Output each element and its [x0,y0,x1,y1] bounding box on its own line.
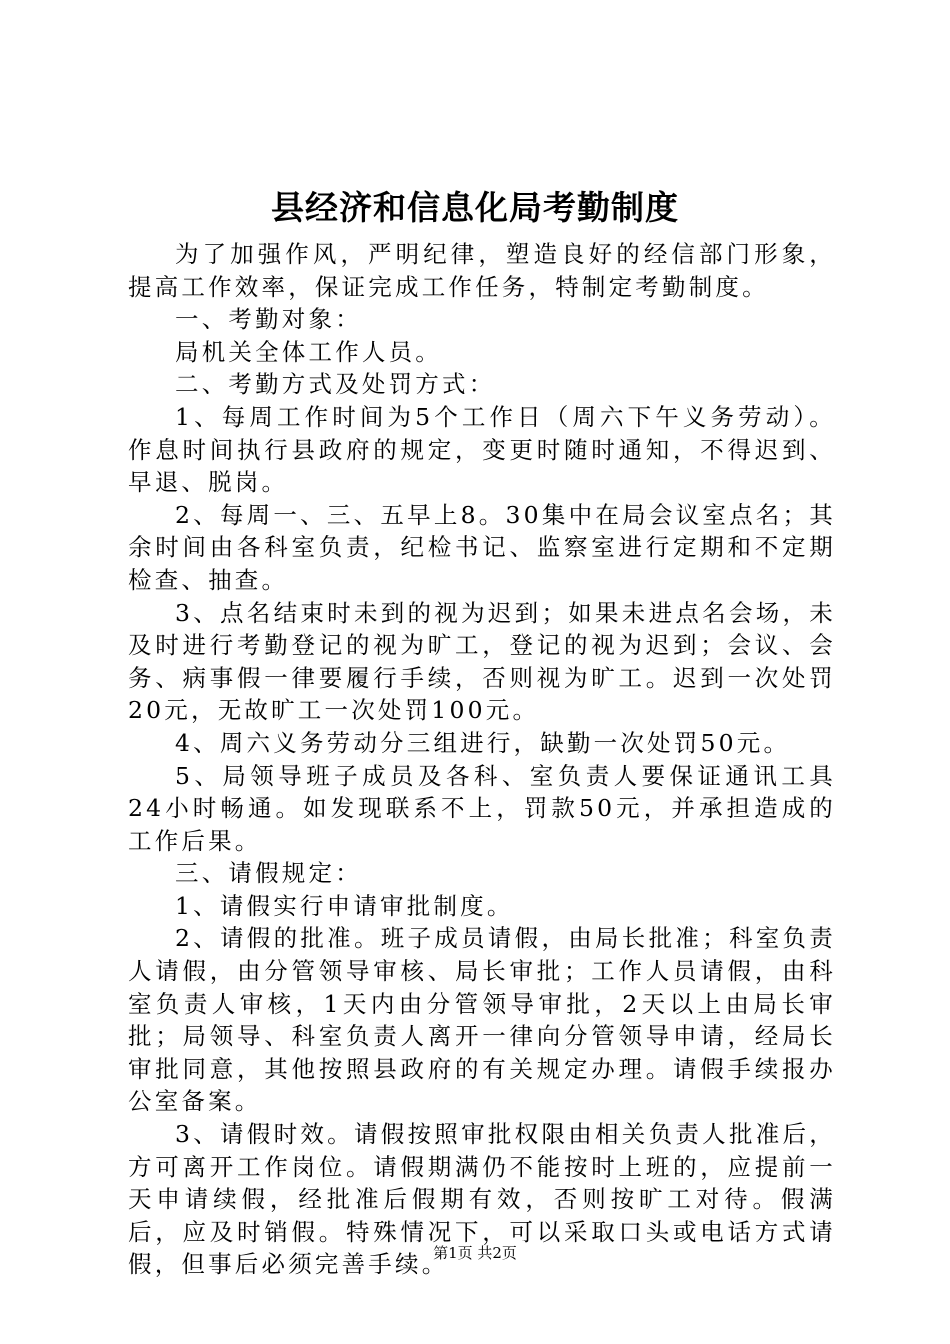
paragraph-intro: 为了加强作风，严明纪律，塑造良好的经信部门形象，提高工作效率，保证完成工作任务，特制定考勤制度。 [128,240,836,301]
document-body [128,238,836,1281]
paragraph-rule-2: 2、每周一、三、五早上8。30集中在局会议室点名；其余时间由各科室负责，纪检书记、监察室进行定期和不定期检查、抽查。 [128,500,836,594]
paragraph-leave-1: 1、请假实行申请审批制度。 [175,891,514,920]
section-heading-attendance-scope: 一、考勤对象： [175,305,362,334]
document-title: 县经济和信息化局考勤制度 [271,188,679,227]
paragraph-rule-4: 4、周六义务劳动分三组进行，缺勤一次处罚50元。 [175,728,791,757]
page-footer: 第1页 共2页 [433,1244,517,1262]
paragraph-rule-3: 3、点名结束时未到的视为迟到；如果未进点名会场，未及时进行考勤登记的视为旷工，登记的视为迟到；会议、会务、病事假一律要履行手续，否则视为旷工。迟到一次处罚20元，无故旷工一次处罚100元。 [128,598,836,725]
paragraph-attendance-scope: 局机关全体工作人员。 [175,337,442,366]
paragraph-leave-3: 3、请假时效。请假按照审批权限由相关负责人批准后，方可离开工作岗位。请假期满仍不能按时上班的，应提前一天申请续假，经批准后假期有效，否则按旷工对待。假满后，应及时销假。特殊情况下，可以采取口头或电话方式请假，但事后必须完善手续。 [128,1120,836,1279]
section-heading-attendance-method: 二、考勤方式及处罚方式： [175,370,496,399]
section-heading-leave-rules: 三、请假规定： [175,859,362,888]
paragraph-leave-2: 2、请假的批准。班子成员请假，由局长批准；科室负责人请假，由分管领导审核、局长审批；工作人员请假，由科室负责人审核，1天内由分管领导审批，2天以上由局长审批；局领导、科室负责人离开一律向分管领导申请，经局长审批同意，其他按照县政府的有关规定办理。请假手续报办公室备案。 [128,924,836,1116]
paragraph-rule-1: 1、每周工作时间为5个工作日（周六下午义务劳动）。作息时间执行县政府的规定，变更时随时通知，不得迟到、早退、脱岗。 [128,402,836,497]
paragraph-rule-5: 5、局领导班子成员及各科、室负责人要保证通讯工具24小时畅通。如发现联系不上，罚款50元，并承担造成的工作后果。 [128,761,836,855]
